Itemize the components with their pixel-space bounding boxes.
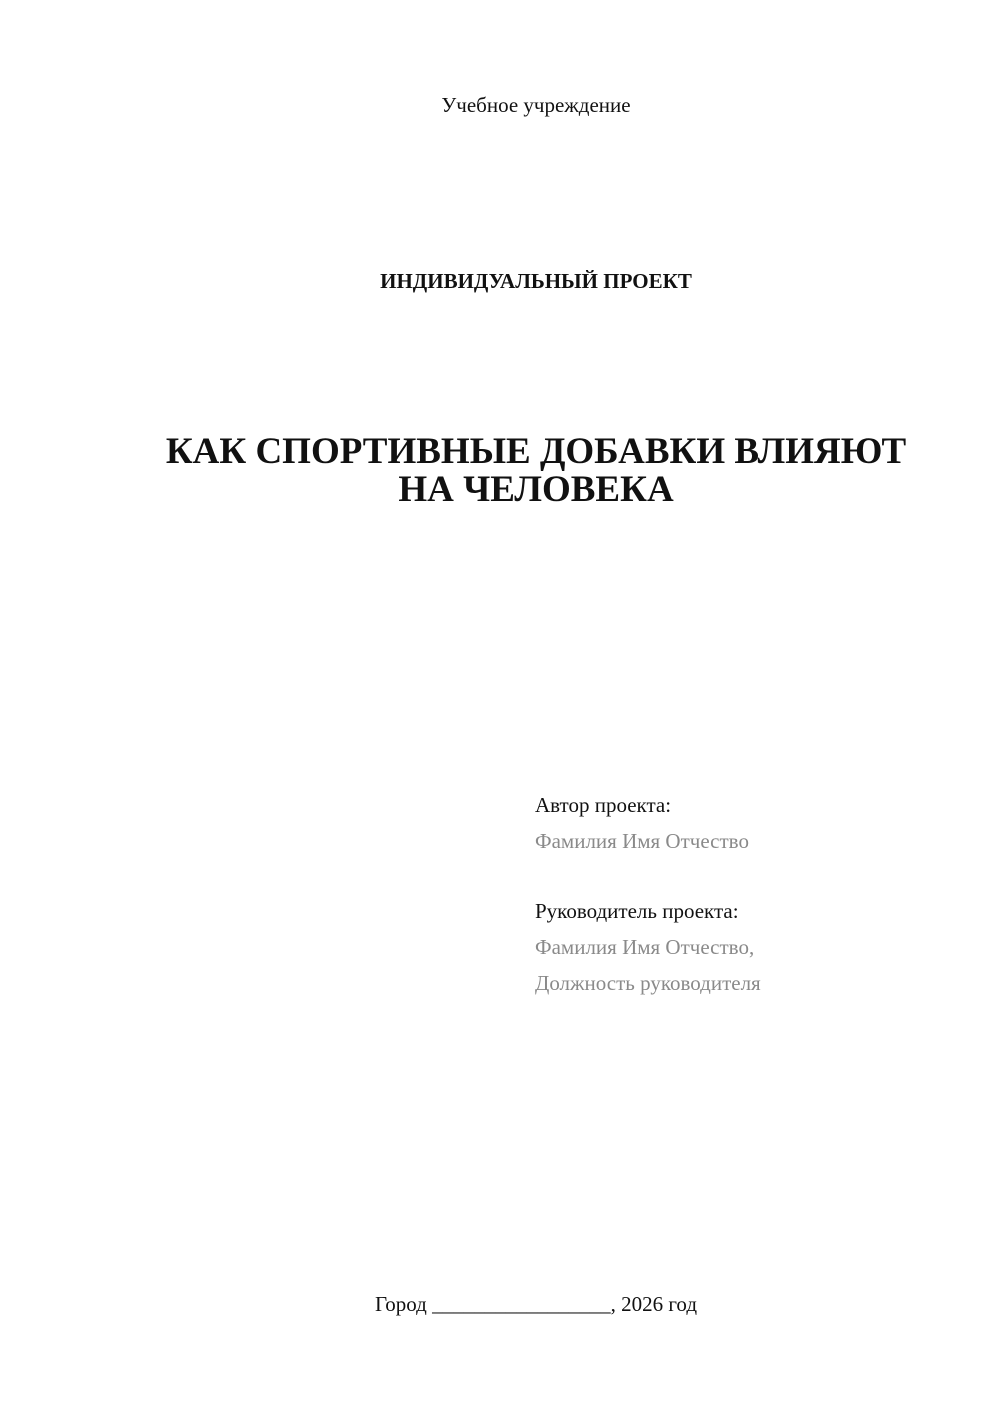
institution-name: Учебное учреждение <box>441 93 631 117</box>
project-title-line-1: КАК СПОРТИВНЫЕ ДОБАВКИ ВЛИЯЮТ <box>165 431 907 472</box>
info-spacer <box>535 859 965 893</box>
supervisor-label: Руководитель проекта: <box>535 899 739 923</box>
project-title <box>0 433 1000 509</box>
author-label: Автор проекта: <box>535 793 672 817</box>
city-year-footer: Город _________________, 2026 год <box>374 1292 698 1316</box>
project-info-block <box>535 787 965 1001</box>
supervisor-position: Должность руководителя <box>535 971 761 995</box>
supervisor-name: Фамилия Имя Отчество, <box>535 935 755 959</box>
author-name: Фамилия Имя Отчество <box>535 829 749 853</box>
project-title-line-2: НА ЧЕЛОВЕКА <box>398 469 674 510</box>
project-type-heading: ИНДИВИДУАЛЬНЫЙ ПРОЕКТ <box>380 269 692 293</box>
